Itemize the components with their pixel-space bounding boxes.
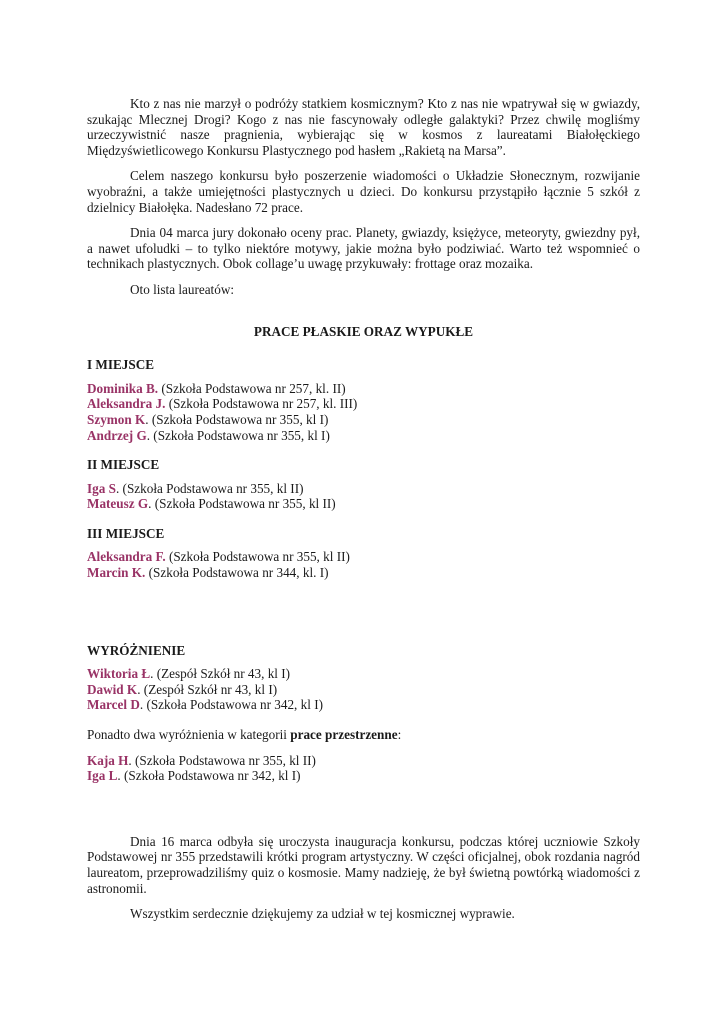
winner-name: Mateusz G <box>87 496 149 512</box>
winner-name: Iga S <box>87 480 116 496</box>
closing-paragraph-2: Wszystkim serdecznie dziękujemy za udział w tej kosmicznej wyprawie. <box>130 906 515 922</box>
place-heading: II MIEJSCE <box>87 457 160 473</box>
extra-text: Ponadto dwa wyróżnienia w kategorii <box>87 727 291 743</box>
winner-name: Szymon K <box>87 411 146 427</box>
spacer <box>87 798 640 834</box>
winner-name: Aleksandra F. <box>87 549 166 565</box>
list-item <box>87 666 640 682</box>
winner-name: Dominika B. <box>87 380 159 396</box>
winner-school: . (Szkoła Podstawowa nr 355, kl II) <box>128 752 316 768</box>
list-item <box>87 481 640 497</box>
extra-group <box>87 753 640 784</box>
intro-paragraph-2: Celem naszego konkursu było poszerzenie wiadomości o Układzie Słonecznym, rozwijanie wyobraźni, a także umiejętności plastycznych u dzieci. Do konkursu przystąpiło łącznie 5 szkół z dzielnicy Białołęka. Nadesłano 72 prace. <box>87 168 640 215</box>
intro-paragraph-1: Kto z nas nie marzył o podróży statkiem kosmicznym? Kto z nas nie wpatrywał się w gwiazdy, szukając Mlecznej Drogi? Kogo z nas nie fascynowały odległe galaktyki? Przez chwilę mogliśmy urzeczywistnić nasze pragnienia, wybierając się w kosmos z laureatami Białołęckiego Międzyświetlicowego Konkursu Plastycznego pod hasłem „Rakietą na Marsa”. <box>87 96 640 158</box>
list-item <box>87 565 640 581</box>
list-item <box>87 697 640 713</box>
place-group-3 <box>87 526 640 581</box>
list-item <box>87 549 640 565</box>
winner-name: Wiktoria Ł <box>87 666 151 682</box>
winner-school: . (Szkoła Podstawowa nr 355, kl II) <box>148 496 336 512</box>
winner-name: Aleksandra J. <box>87 396 166 412</box>
winner-school: . (Zespół Szkół nr 43, kl I) <box>150 666 291 682</box>
winner-school: (Szkoła Podstawowa nr 344, kl. I) <box>145 565 329 581</box>
intro-paragraph-4: Oto lista laureatów: <box>130 281 235 297</box>
document-page <box>87 96 640 922</box>
winner-school: . (Szkoła Podstawowa nr 355, kl I) <box>145 411 329 427</box>
winner-name: Dawid K <box>87 681 138 697</box>
place-group-2 <box>87 457 640 512</box>
extra-category: prace przestrzenne <box>290 727 398 743</box>
place-heading: I MIEJSCE <box>87 357 155 373</box>
winner-school: . (Szkoła Podstawowa nr 342, kl I) <box>139 697 323 713</box>
list-item <box>87 381 640 397</box>
winner-name: Andrzej G <box>87 427 147 443</box>
winner-name: Iga L <box>87 768 118 784</box>
winner-school: . (Szkoła Podstawowa nr 355, kl II) <box>115 480 304 496</box>
winner-name: Marcel D <box>87 697 140 713</box>
place-heading: III MIEJSCE <box>87 525 165 541</box>
winner-school: (Szkoła Podstawowa nr 257, kl. III) <box>165 396 358 412</box>
winner-name: Marcin K. <box>87 565 146 581</box>
list-item <box>87 753 640 769</box>
distinction-heading: WYRÓŻNIENIE <box>87 642 186 658</box>
list-item <box>87 396 640 412</box>
extra-category-line <box>87 727 640 743</box>
winner-school: (Szkoła Podstawowa nr 257, kl. II) <box>158 380 346 396</box>
winner-name: Kaja H <box>87 752 129 768</box>
winner-school: (Szkoła Podstawowa nr 355, kl II) <box>165 549 350 565</box>
list-item <box>87 682 640 698</box>
spacer <box>87 595 640 643</box>
extra-text-after: : <box>397 727 402 743</box>
list-item <box>87 412 640 428</box>
place-group-1 <box>87 357 640 443</box>
intro-paragraph-3: Dnia 04 marca jury dokonało oceny prac. Planety, gwiazdy, księżyce, meteoryty, gwiezdny pył, a nawet ufoludki – to tylko niektóre motywy, jakie można było podziwiać. Warto też wspomnieć o technikach plastycznych. Obok collage’u uwagę przykuwały: frottage oraz mozaika. <box>87 225 640 272</box>
winner-school: . (Szkoła Podstawowa nr 342, kl I) <box>117 768 301 784</box>
winner-school: . (Szkoła Podstawowa nr 355, kl I) <box>146 427 330 443</box>
winner-school: . (Zespół Szkół nr 43, kl I) <box>137 681 278 697</box>
section-title: PRACE PŁASKIE ORAZ WYPUKŁE <box>253 323 474 339</box>
distinction-group <box>87 643 640 713</box>
list-item <box>87 768 640 784</box>
closing-paragraph-1: Dnia 16 marca odbyła się uroczysta inauguracja konkursu, podczas której uczniowie Szkoły Podstawowej nr 355 przedstawili krótki program artystyczny. W części oficjalnej, obok rozdania nagród laureatom, przeprowadziliśmy quiz o kosmosie. Mamy nadzieję, że był świetną powtórką wiadomości z astronomii. <box>87 833 640 896</box>
list-item <box>87 496 640 512</box>
list-item <box>87 428 640 444</box>
